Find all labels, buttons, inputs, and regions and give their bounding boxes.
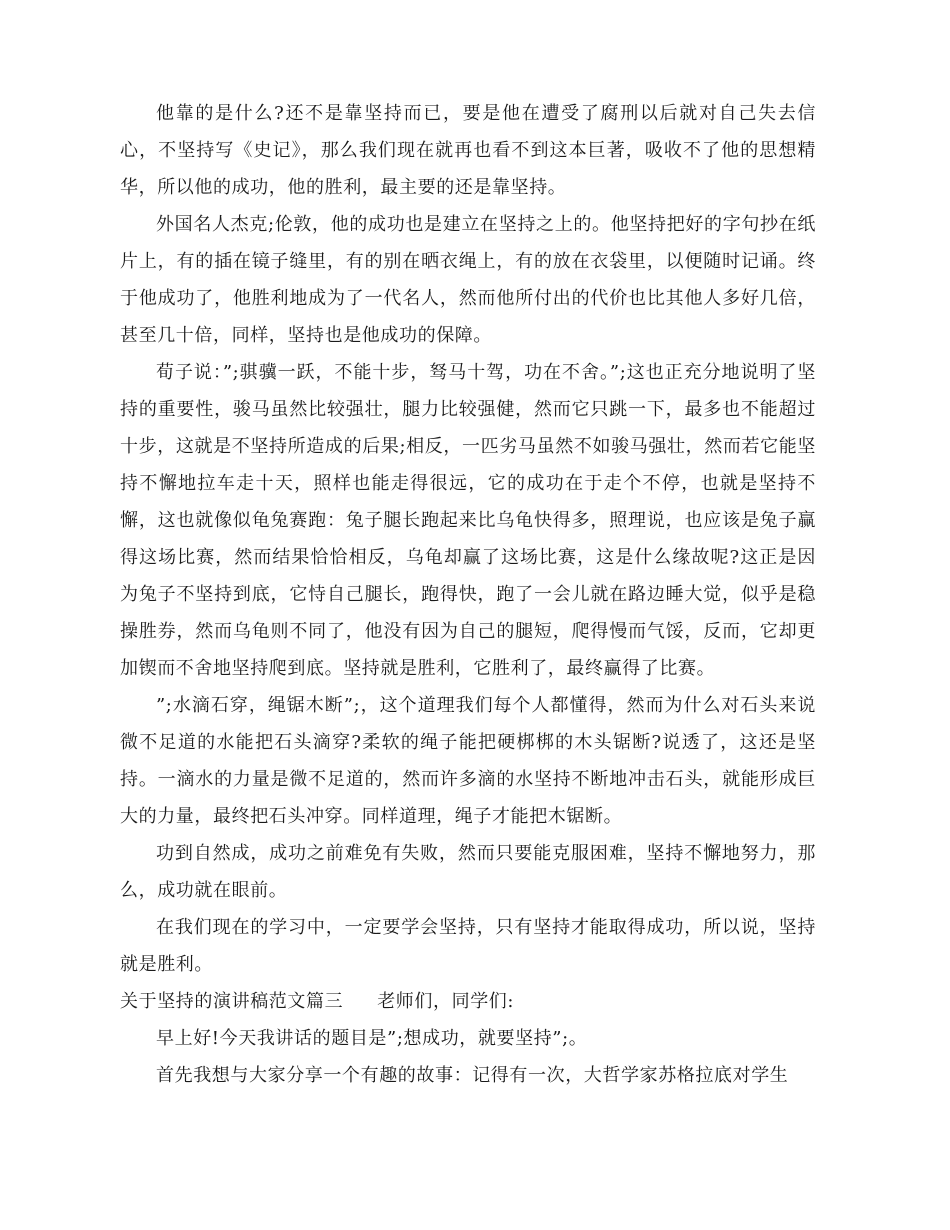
paragraph-water-drop: ”;水滴石穿，绳锯木断”;，这个道理我们每个人都懂得，然而为什么对石头来说微不足道的水能把石头滴穿?柔软的绳子能把硬梆梆的木头锯断?说透了，这还是坚持。一滴水的力量是微不足道的，然而许多滴的水坚持不断地冲击石头，就能形成巨大的力量，最终把石头冲穿。同样道理，绳子才能把木锯断。 [120, 695, 816, 827]
paragraph-sima-qian: 他靠的是什么?还不是靠坚持而已，要是他在遭受了腐刑以后就对自己失去信心，不坚持写《史记》，那么我们现在就再也看不到这本巨著，吸收不了他的思想精华，所以他的成功，他的胜利，最主要的还是靠坚持。 [120, 103, 816, 198]
paragraph-success-comes: 功到自然成，成功之前难免有失败，然而只要能克服困难，坚持不懈地努力，那么，成功就在眼前。 [120, 843, 816, 901]
paragraph-jack-london: 外国名人杰克;伦敦，他的成功也是建立在坚持之上的。他坚持把好的字句抄在纸片上，有的插在镜子缝里，有的别在晒衣绳上，有的放在衣袋里，以便随时记诵。终于他成功了，他胜利地成为了一代名人，然而他所付出的代价也比其他人多好几倍，甚至几十倍，同样，坚持也是他成功的保障。 [120, 214, 816, 346]
document-body [120, 95, 816, 1094]
section-title: 关于坚持的演讲稿范文篇三 [120, 991, 344, 1012]
salutation: 老师们，同学们: [377, 991, 515, 1012]
section-heading-line [120, 983, 816, 1020]
paragraph-socrates-intro: 首先我想与大家分享一个有趣的故事：记得有一次，大哲学家苏格拉底对学生 [156, 1065, 789, 1086]
paragraph-xunzi: 荀子说：”;骐骥一跃，不能十步，驽马十驾，功在不舍。”;这也正充分地说明了坚持的重要性，骏马虽然比较强壮，腿力比较强健，然而它只跳一下，最多也不能超过十步，这就是不坚持所造成的后果;相反，一匹劣马虽然不如骏马强壮，然而若它能坚持不懈地拉车走十天，照样也能走得很远，它的成功在于走个不停，也就是坚持不懈，这也就像似龟兔赛跑：兔子腿长跑起来比乌龟快得多，照理说，也应该是兔子赢得这场比赛，然而结果恰恰相反，乌龟却赢了这场比赛，这是什么缘故呢?这正是因为兔子不坚持到底，它恃自己腿长，跑得快，跑了一会儿就在路边睡大觉，似乎是稳操胜券，然而乌龟则不同了，他没有因为自己的腿短，爬得慢而气馁，反而，它却更加锲而不舍地坚持爬到底。坚持就是胜利，它胜利了，最终赢得了比赛。 [120, 362, 816, 679]
paragraph-greeting: 早上好!今天我讲话的题目是”;想成功，就要坚持”;。 [156, 1028, 588, 1049]
paragraph-study-persist: 在我们现在的学习中，一定要学会坚持，只有坚持才能取得成功，所以说，坚持就是胜利。 [120, 917, 816, 975]
